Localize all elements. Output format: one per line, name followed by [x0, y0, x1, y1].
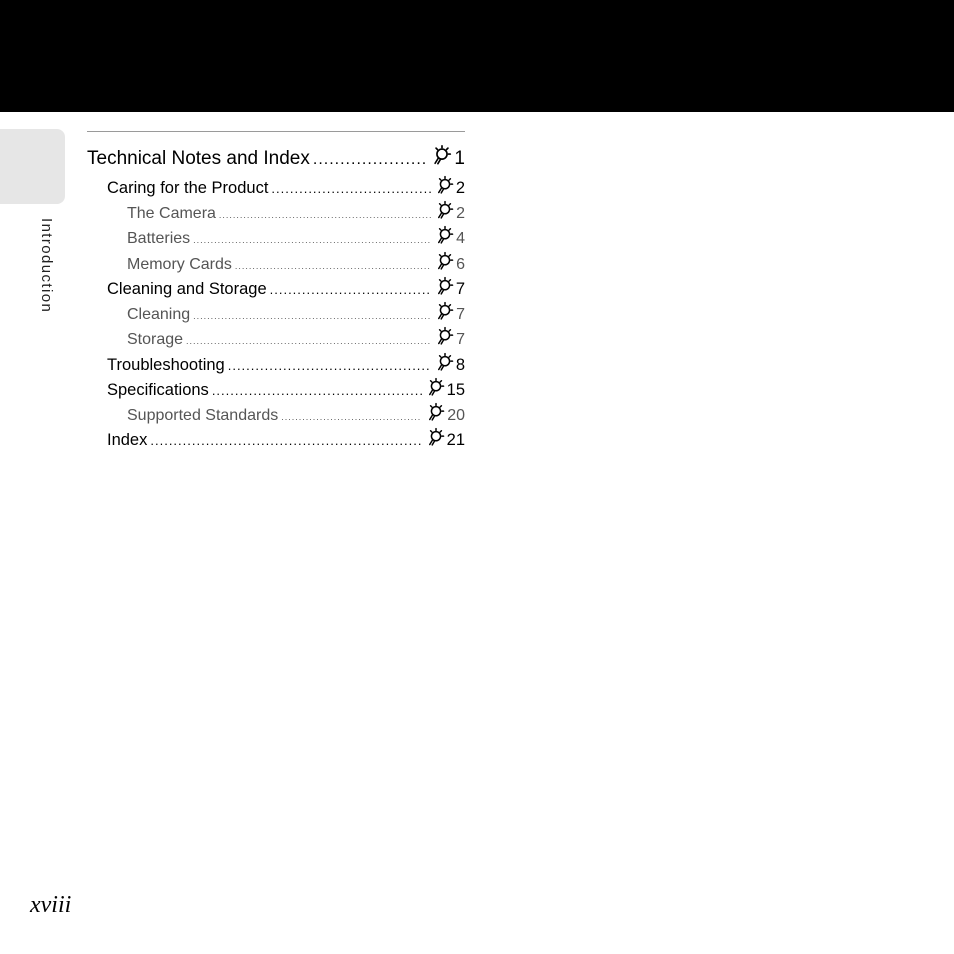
toc-entry-page: 7 — [456, 331, 465, 348]
toc-entry[interactable] — [127, 324, 465, 349]
toc-entry-ref — [431, 142, 465, 170]
leader-dots — [235, 261, 431, 271]
leader-dots — [150, 433, 421, 448]
toc-entry-ref — [435, 274, 465, 299]
toc-entry[interactable] — [107, 425, 465, 450]
toc-entry-page: 7 — [456, 306, 465, 323]
lightbulb-icon — [435, 175, 455, 195]
toc-entry[interactable] — [107, 350, 465, 375]
leader-dots — [186, 336, 431, 346]
toc-entry-page: 2 — [455, 179, 465, 197]
toc-entry[interactable] — [107, 173, 465, 198]
toc-entry-label: Storage — [127, 331, 184, 348]
page-number: xviii — [30, 892, 72, 918]
toc-entry-label: Specifications — [107, 381, 209, 399]
toc-entry[interactable] — [107, 375, 465, 400]
lightbulb-icon — [435, 276, 455, 296]
toc-entry[interactable] — [127, 198, 465, 223]
toc-entry-label: Caring for the Product — [107, 179, 269, 197]
toc-entry-label: Cleaning — [127, 306, 191, 323]
toc-entry-page: 1 — [454, 148, 465, 169]
toc-entry-ref — [435, 350, 465, 375]
toc-entry-label: Troubleshooting — [107, 356, 225, 374]
leader-dots — [271, 181, 430, 196]
lightbulb-icon — [435, 225, 455, 245]
toc-entry[interactable] — [87, 142, 465, 170]
toc-entry-ref — [435, 324, 465, 349]
toc-entry-label: Memory Cards — [127, 256, 232, 273]
lightbulb-icon — [435, 352, 455, 372]
toc-entry[interactable] — [127, 223, 465, 248]
toc-entry-label: Supported Standards — [127, 407, 279, 424]
leader-dots — [270, 282, 431, 297]
leader-dots — [212, 383, 422, 398]
leader-dots — [193, 311, 431, 321]
lightbulb-icon — [431, 144, 453, 166]
section-tab — [0, 129, 65, 204]
leader-dots — [228, 358, 431, 373]
lightbulb-icon — [426, 402, 446, 422]
toc-entry-ref — [435, 299, 465, 324]
toc-entry-label: Batteries — [127, 230, 191, 247]
section-tab-label: Introduction — [38, 218, 55, 314]
toc-entry-page: 7 — [455, 280, 465, 298]
toc-entry-page: 20 — [447, 407, 465, 424]
toc-entry-page: 6 — [456, 256, 465, 273]
toc-entry-page: 15 — [446, 381, 465, 399]
toc-entry-page: 4 — [456, 230, 465, 247]
leader-dots — [219, 210, 431, 220]
toc-entry[interactable] — [127, 249, 465, 274]
toc-entry-ref — [426, 425, 465, 450]
toc-entry-label: Index — [107, 431, 148, 449]
lightbulb-icon — [435, 301, 455, 321]
header-band — [0, 0, 954, 112]
leader-dots — [281, 412, 422, 422]
toc-entry-label: The Camera — [127, 205, 216, 222]
toc-entry[interactable] — [107, 274, 465, 299]
toc-entry-ref — [435, 249, 465, 274]
toc-entry-ref — [435, 173, 465, 198]
toc-entry[interactable] — [127, 299, 465, 324]
toc-entry-ref — [435, 223, 465, 248]
toc-entry-page: 21 — [446, 431, 465, 449]
toc-entry-ref — [426, 375, 465, 400]
table-of-contents — [87, 131, 465, 449]
toc-entry-page: 2 — [456, 205, 465, 222]
lightbulb-icon — [426, 427, 446, 447]
toc-entry-page: 8 — [455, 356, 465, 374]
lightbulb-icon — [435, 251, 455, 271]
toc-entry[interactable] — [127, 400, 465, 425]
toc-entry-label: Cleaning and Storage — [107, 280, 267, 298]
leader-dots — [193, 235, 431, 245]
leader-dots — [313, 151, 428, 169]
toc-entry-ref — [435, 198, 465, 223]
lightbulb-icon — [426, 377, 446, 397]
lightbulb-icon — [435, 200, 455, 220]
lightbulb-icon — [435, 326, 455, 346]
toc-entry-ref — [426, 400, 465, 425]
toc-entry-label: Technical Notes and Index — [87, 148, 310, 169]
